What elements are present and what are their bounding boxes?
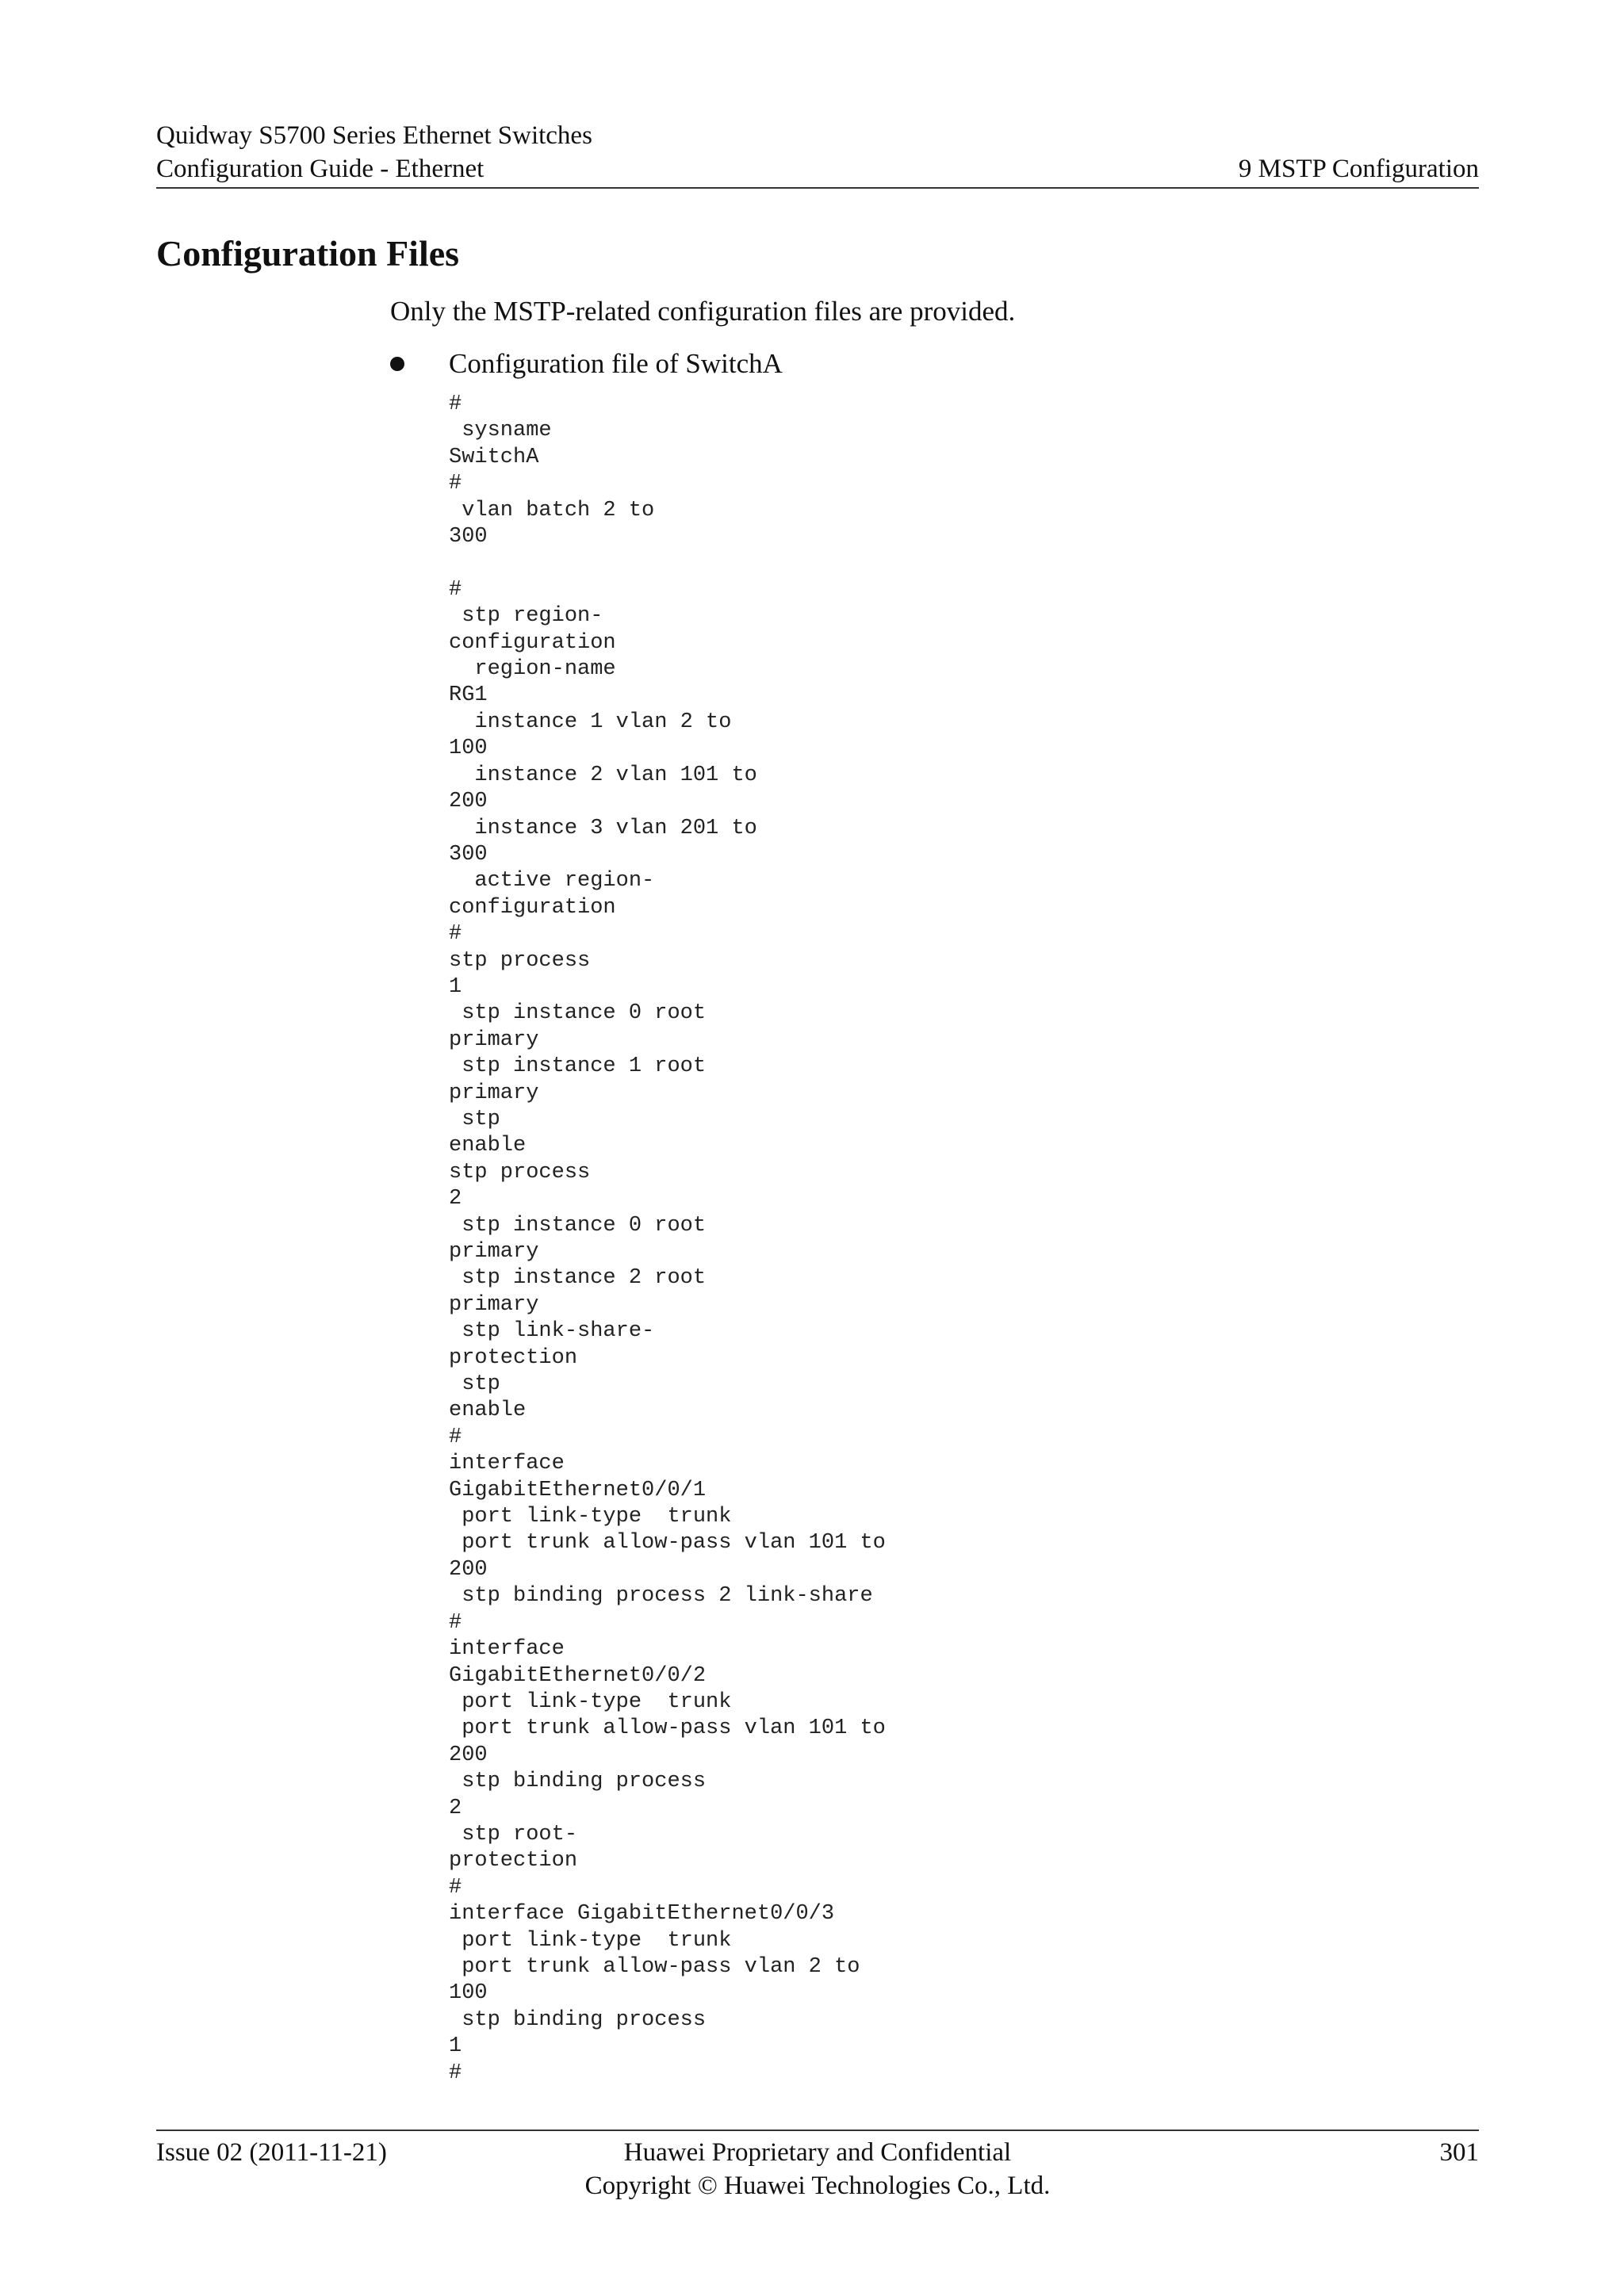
code-line: primary (449, 1240, 539, 1264)
footer-confidential: Huawei Proprietary and Confidential (623, 2138, 1012, 2167)
code-line: 200 (449, 1743, 488, 1767)
code-line: port link-type trunk (449, 1689, 732, 1714)
code-block (449, 392, 886, 2087)
code-line: stp root- (449, 1822, 578, 1846)
code-line: configuration (449, 895, 616, 920)
code-line: stp instance 0 root (449, 1213, 707, 1238)
footer-issue: Issue 02 (2011-11-21) (156, 2138, 387, 2167)
code-line: GigabitEthernet0/0/2 (449, 1663, 707, 1688)
code-line: enable (449, 1134, 527, 1158)
code-line: 300 (449, 842, 488, 867)
code-line: stp binding process (449, 2007, 707, 2032)
intro-text: Only the MSTP-related configuration files are provided. (390, 296, 1016, 327)
section-title: Configuration Files (156, 233, 460, 274)
code-line: # (449, 577, 462, 602)
code-line: 1 (449, 2034, 462, 2059)
code-line: # (449, 922, 462, 947)
code-line: stp link-share- (449, 1319, 655, 1344)
code-line: enable (449, 1399, 527, 1423)
code-line: interface GigabitEthernet0/0/3 (449, 1902, 835, 1927)
code-line: port link-type trunk (449, 1505, 732, 1529)
code-line: 100 (449, 1981, 488, 2006)
code-line: stp instance 2 root (449, 1266, 707, 1291)
code-line: GigabitEthernet0/0/1 (449, 1478, 707, 1502)
code-line: instance 3 vlan 201 to (449, 816, 757, 840)
code-line: active region- (449, 869, 655, 894)
code-line: stp (449, 1372, 500, 1397)
code-line: port trunk allow-pass vlan 2 to (449, 1954, 860, 1979)
code-line: port trunk allow-pass vlan 101 to (449, 1531, 886, 1556)
code-line: 200 (449, 790, 488, 814)
code-line: 200 (449, 1557, 488, 1582)
code-line: primary (449, 1027, 539, 1052)
code-line: stp instance 0 root (449, 1001, 707, 1026)
code-line: # (449, 472, 462, 496)
code-line: interface (449, 1637, 565, 1662)
page-footer (156, 2130, 1479, 2210)
code-line: stp instance 1 root (449, 1054, 707, 1079)
code-line: primary (449, 1292, 539, 1317)
code-line: # (449, 2061, 462, 2085)
code-line: vlan batch 2 to (449, 498, 655, 522)
code-line: 1 (449, 974, 462, 999)
code-line: 300 (449, 525, 488, 549)
code-line: port trunk allow-pass vlan 101 to (449, 1716, 886, 1741)
bullet-text: Configuration file of SwitchA (449, 348, 783, 379)
code-line: stp binding process (449, 1770, 707, 1794)
code-line (449, 550, 886, 576)
code-line: 2 (449, 1187, 462, 1211)
header-chapter: 9 MSTP Configuration (1238, 155, 1479, 183)
code-line: # (449, 1875, 462, 1900)
code-line: stp binding process 2 link-share (449, 1584, 873, 1609)
code-line: protection (449, 1345, 578, 1370)
code-line: primary (449, 1081, 539, 1105)
code-line: protection (449, 1849, 578, 1873)
header-guide: Configuration Guide - Ethernet (156, 155, 485, 183)
code-line: region-name (449, 657, 616, 682)
code-line: # (449, 1610, 462, 1635)
code-line: 2 (449, 1796, 462, 1820)
footer-page-number: 301 (1439, 2138, 1479, 2167)
code-line: # (449, 392, 462, 416)
page-header (156, 119, 1479, 189)
footer-copyright: Copyright © Huawei Technologies Co., Ltd. (584, 2172, 1051, 2200)
code-line: # (449, 1425, 462, 1449)
code-line: 100 (449, 737, 488, 761)
code-line: instance 2 vlan 101 to (449, 763, 757, 787)
code-line: SwitchA (449, 445, 539, 469)
code-line: RG1 (449, 683, 488, 708)
code-line: interface (449, 1452, 565, 1476)
code-line: sysname (449, 419, 552, 443)
code-line: instance 1 vlan 2 to (449, 710, 732, 734)
bullet-dot-icon (390, 357, 404, 371)
code-line: stp process (449, 948, 591, 973)
header-product: Quidway S5700 Series Ethernet Switches (156, 121, 592, 150)
code-line: port link-type trunk (449, 1928, 732, 1953)
code-line: stp region- (449, 604, 603, 629)
code-line: configuration (449, 630, 616, 655)
code-line: stp (449, 1107, 500, 1131)
code-line: stp process (449, 1160, 591, 1184)
